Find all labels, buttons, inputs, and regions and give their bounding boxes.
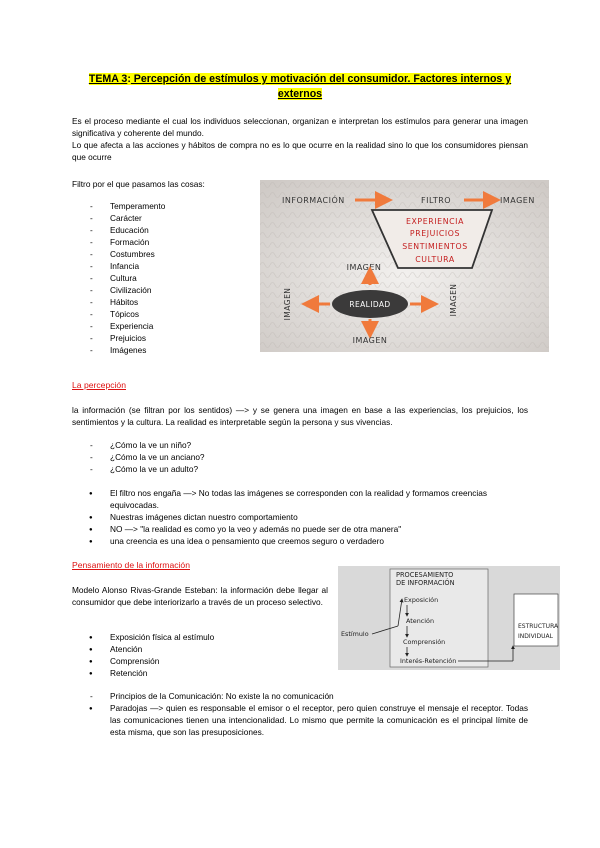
process-atencion: Atención xyxy=(406,617,434,625)
list-item: - Temperamento xyxy=(88,200,248,212)
list-item: - Civilización xyxy=(88,284,248,296)
list-item: - Costumbres xyxy=(88,248,248,260)
list-item: ● Comprensión xyxy=(88,655,318,667)
label-imagen-side-right: IMAGEN xyxy=(449,283,458,317)
estructura-label: ESTRUCTURA xyxy=(518,623,559,630)
section-heading-percepcion: La percepción xyxy=(72,380,126,390)
list-item: - ¿Cómo la ve un niño? xyxy=(88,439,388,451)
process-comprension: Comprensión xyxy=(403,638,446,646)
pensamiento-paragraph: Modelo Alonso Rivas-Grande Esteban: la información debe llegar al consumidor que debe interiorizarlo a través de un proceso selectivo. xyxy=(72,585,328,607)
comunicacion-dash-list xyxy=(88,690,528,702)
list-item: ● Atención xyxy=(88,643,318,655)
list-item: ● NO —> "la realidad es como yo la veo y además no puede ser de otra manera" xyxy=(88,523,528,535)
individual-label: INDIVIDUAL xyxy=(518,633,553,640)
filter-diagram xyxy=(260,180,549,352)
list-item: - Imágenes xyxy=(88,344,248,356)
filtro-list xyxy=(88,200,248,356)
percepcion-bullets xyxy=(88,487,528,547)
label-imagen-right: IMAGEN xyxy=(500,196,535,205)
percepcion-paragraph: la información (se filtran por los sentidos) —> y se genera una imagen en base a las experiencias, los prejuicios, los sentimientos y la cultura. La realidad es interpretable según la persona y sus vivencias. xyxy=(72,405,528,427)
list-item: ● Paradojas —> quien es responsable el emisor o el receptor, pero quien construye el mensaje el receptor. Todas las comunicaciones tienen una intencionalidad. Lo mismo que permite la comunicación es el principal límite de esta misma, que son las presuposiciones. xyxy=(88,702,528,738)
intro-paragraph-1: Es el proceso mediante el cual los individuos seleccionan, organizan e interpretan los estímulos para generar una imagen significativa y coherente del mundo. xyxy=(72,116,528,138)
list-item: - Principios de la Comunicación: No existe la no comunicación xyxy=(88,690,528,702)
label-sentimientos: SENTIMIENTOS xyxy=(402,242,468,251)
process-title-1: PROCESAMIENTO xyxy=(396,571,454,579)
label-realidad: REALIDAD xyxy=(349,300,391,309)
page-title xyxy=(72,72,528,102)
list-item: - Carácter xyxy=(88,212,248,224)
label-prejuicios: PREJUICIOS xyxy=(409,229,461,238)
process-title-2: DE INFORMACIÓN xyxy=(396,579,455,587)
label-imagen-left: IMAGEN xyxy=(283,287,292,321)
comunicacion-bullet-list xyxy=(88,702,528,738)
process-estimulo: Estímulo xyxy=(341,630,369,638)
label-filtro: FILTRO xyxy=(421,196,452,205)
list-item: - Cultura xyxy=(88,272,248,284)
list-item: - Educación xyxy=(88,224,248,236)
list-item: - ¿Cómo la ve un anciano? xyxy=(88,451,388,463)
label-cultura: CULTURA xyxy=(415,255,455,264)
list-item: ● una creencia es una idea o pensamiento que creemos seguro o verdadero xyxy=(88,535,528,547)
list-item: ● Retención xyxy=(88,667,318,679)
list-item: - Formación xyxy=(88,236,248,248)
list-item: - Tópicos xyxy=(88,308,248,320)
list-item: - Infancia xyxy=(88,260,248,272)
process-exposicion: Exposición xyxy=(404,596,439,604)
process-interes-retencion: Interés-Retención xyxy=(400,657,457,665)
percepcion-questions xyxy=(88,439,388,475)
process-diagram xyxy=(338,566,560,670)
list-item: - Prejuicios xyxy=(88,332,248,344)
list-item: ● Exposición física al estímulo xyxy=(88,631,318,643)
title-colon: : xyxy=(127,73,131,85)
section-heading-pensamiento: Pensamiento de la información xyxy=(72,560,190,570)
label-imagen-bottom: IMAGEN xyxy=(352,336,388,345)
list-item: ● Nuestras imágenes dictan nuestro comportamiento xyxy=(88,511,528,523)
list-item: - Experiencia xyxy=(88,320,248,332)
list-item: - Hábitos xyxy=(88,296,248,308)
label-informacion: INFORMACIÓN xyxy=(282,196,345,205)
intro-paragraph-2: Lo que afecta a las acciones y hábitos de compra no es lo que ocurre en la realidad sino lo que los consumidores piensan que ocurre xyxy=(72,140,528,162)
list-item: - ¿Cómo la ve un adulto? xyxy=(88,463,388,475)
filtro-label: Filtro por el que pasamos las cosas: xyxy=(72,179,205,189)
title-rest: Percepción de estímulos y motivación del consumidor. Factores internos y externos xyxy=(130,73,512,100)
label-experiencia: EXPERIENCIA xyxy=(405,217,465,226)
title-tema: TEMA 3 xyxy=(88,73,128,85)
list-item: ● El filtro nos engaña —> No todas las imágenes se corresponden con la realidad y formamos creencias equivocadas. xyxy=(88,487,528,511)
label-imagen-top: IMAGEN xyxy=(346,263,382,272)
pensamiento-bullets xyxy=(88,631,318,679)
